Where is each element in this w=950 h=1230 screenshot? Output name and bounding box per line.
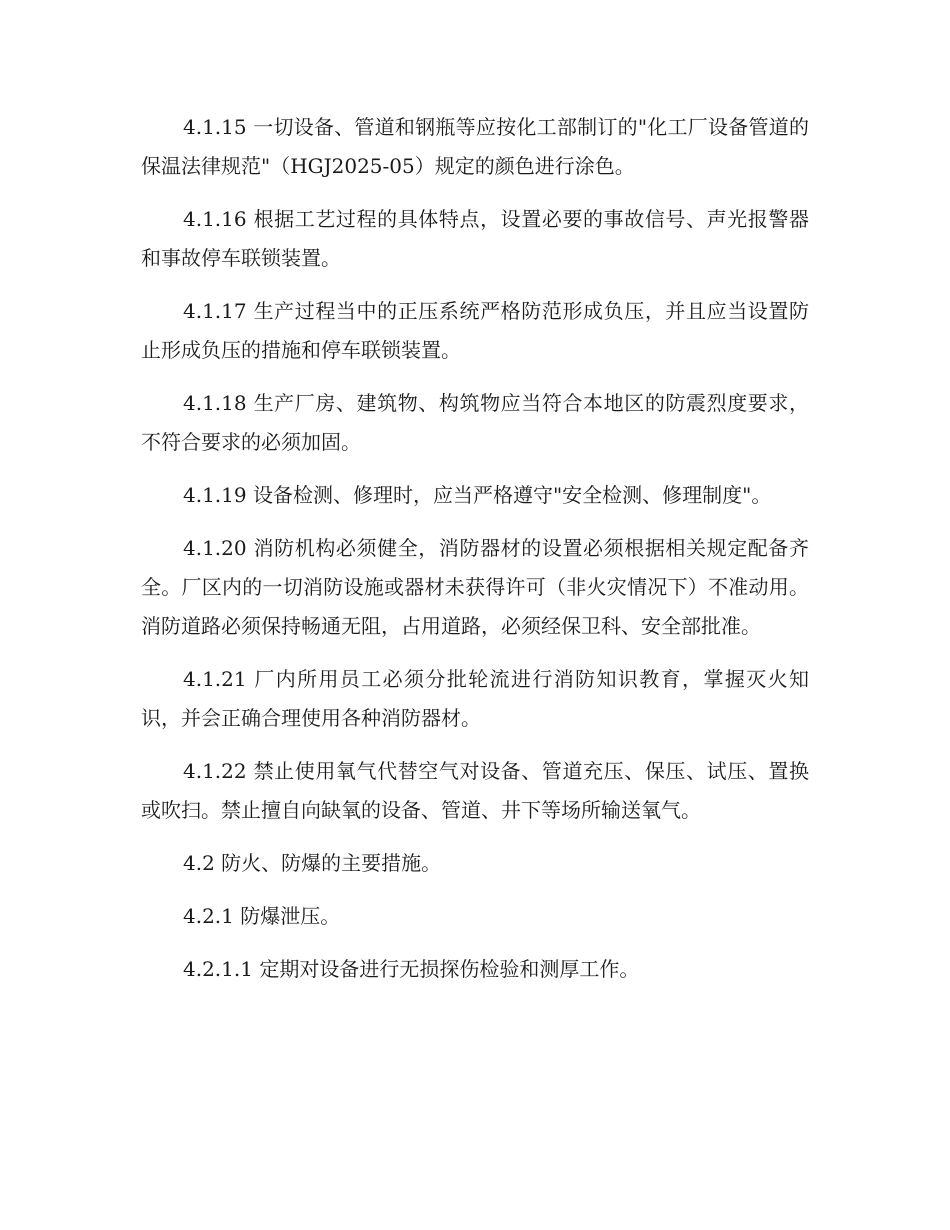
paragraph-4-1-17: 4.1.17 生产过程当中的正压系统严格防范形成负压，并且应当设置防止形成负压的措施和停车联锁装置。 xyxy=(141,299,809,362)
paragraph-4-1-19: 4.1.19 设备检测、修理时，应当严格遵守"安全检测、修理制度"。 xyxy=(183,483,772,507)
paragraph-4-1-16: 4.1.16 根据工艺过程的具体特点，设置必要的事故信号、声光报警器和事故停车联锁装置。 xyxy=(141,207,809,270)
section-heading-4-2-1: 4.2.1 防爆泄压。 xyxy=(183,904,341,928)
paragraph-4-1-21: 4.1.21 厂内所用员工必须分批轮流进行消防知识教育，掌握灭火知识，并会正确合理使用各种消防器材。 xyxy=(141,667,809,730)
paragraph-4-1-22: 4.1.22 禁止使用氧气代替空气对设备、管道充压、保压、试压、置换或吹扫。禁止擅自向缺氧的设备、管道、井下等场所输送氧气。 xyxy=(141,759,809,822)
document-body xyxy=(141,108,809,989)
section-heading-4-2: 4.2 防火、防爆的主要措施。 xyxy=(183,851,442,875)
paragraph-4-2-1-1: 4.2.1.1 定期对设备进行无损探伤检验和测厚工作。 xyxy=(183,957,640,981)
paragraph-4-1-20: 4.1.20 消防机构必须健全，消防器材的设置必须根据相关规定配备齐全。厂区内的一切消防设施或器材未获得许可（非火灾情况下）不准动用。消防道路必须保持畅通无阻，占用道路，必须经保卫科、安全部批准。 xyxy=(141,536,809,638)
paragraph-4-1-18: 4.1.18 生产厂房、建筑物、构筑物应当符合本地区的防震烈度要求，不符合要求的必须加固。 xyxy=(141,391,809,454)
paragraph-4-1-15: 4.1.15 一切设备、管道和钢瓶等应按化工部制订的"化工厂设备管道的保温法律规范"（HGJ2025-05）规定的颜色进行涂色。 xyxy=(141,115,809,178)
